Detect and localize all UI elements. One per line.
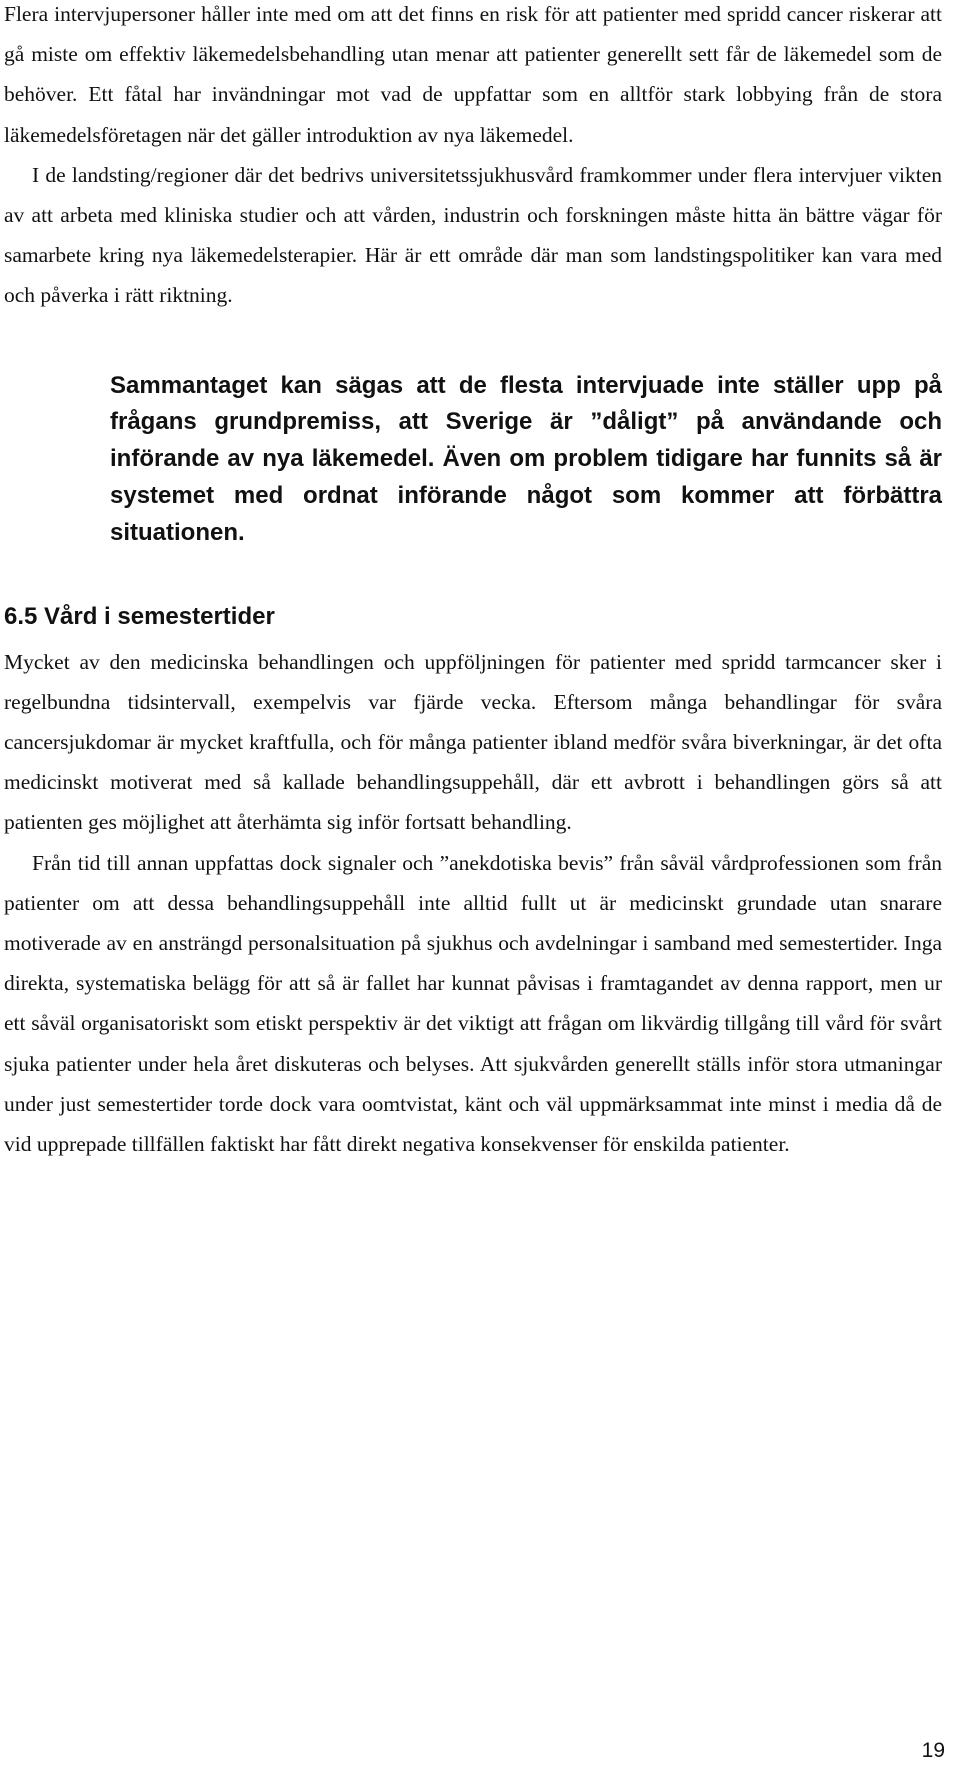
document-page: [4, 0, 942, 1164]
summary-box-text: Sammantaget kan sägas att de flesta intervjuade inte ställer upp på frågans grundpremiss, att Sverige är ”dåligt” på användande och införande av nya läkemedel. Även om problem tidigare har funnits så är systemet med ordnat införande något som kommer att förbättra situationen.: [110, 371, 942, 546]
body-paragraph: Från tid till annan uppfattas dock signaler och ”anekdotiska bevis” från såväl vårdprofessionen som från patienter om att dessa behandlingsuppehåll inte alltid fullt ut är medicinskt grundade utan snarare motiverade av en ansträngd personalsituation på sjukhus och avdelningar i samband med semestertider. Inga direkta, systematiska belägg för att så är fallet har kunnat påvisas i framtagandet av denna rapport, men ur ett såväl organisatoriskt som etiskt perspektiv är det viktigt att frågan om likvärdig tillgång till vård för svårt sjuka patienter under hela året diskuteras och belyses. Att sjukvården generellt ställs inför stora utmaningar under just semestertider torde dock vara oomtvistat, känt och väl uppmärksammat inte minst i media då de vid upprepade tillfällen faktiskt har fått direkt negativa konsekvenser för enskilda patienter.: [4, 850, 942, 1157]
body-paragraph: I de landsting/regioner där det bedrivs universitetssjukhusvård framkommer under flera intervjuer vikten av att arbeta med kliniska studier och att vården, industrin och forskningen måste hitta än bättre vägar för samarbete kring nya läkemedelsterapier. Här är ett område där man som landstingspolitiker kan vara med och påverka i rätt riktning.: [4, 162, 942, 308]
body-paragraph: Flera intervjupersoner håller inte med om att det finns en risk för att patienter med spridd cancer riskerar att gå miste om effektiv läkemedelsbehandling utan menar att patienter generellt sett får de läkemedel som de behöver. Ett fåtal har invändningar mot vad de uppfattar som en alltför stark lobbying från de stora läkemedelsföretagen när det gäller introduktion av nya läkemedel.: [4, 2, 942, 147]
body-paragraph: Mycket av den medicinska behandlingen och uppföljningen för patienter med spridd tarmcancer sker i regelbundna tidsintervall, exempelvis var fjärde vecka. Eftersom många behandlingar för svåra cancersjukdomar är mycket kraftfulla, och för många patienter ibland medför svåra biverkningar, är det ofta medicinskt motiverat med så kallade behandlingsuppehåll, där ett avbrott i behandlingen görs så att patienten ges möjlighet att återhämta sig inför fortsatt behandling.: [4, 649, 942, 835]
section-heading: 6.5 Vård i semestertider: [4, 602, 275, 630]
page-number: 19: [921, 1739, 945, 1762]
